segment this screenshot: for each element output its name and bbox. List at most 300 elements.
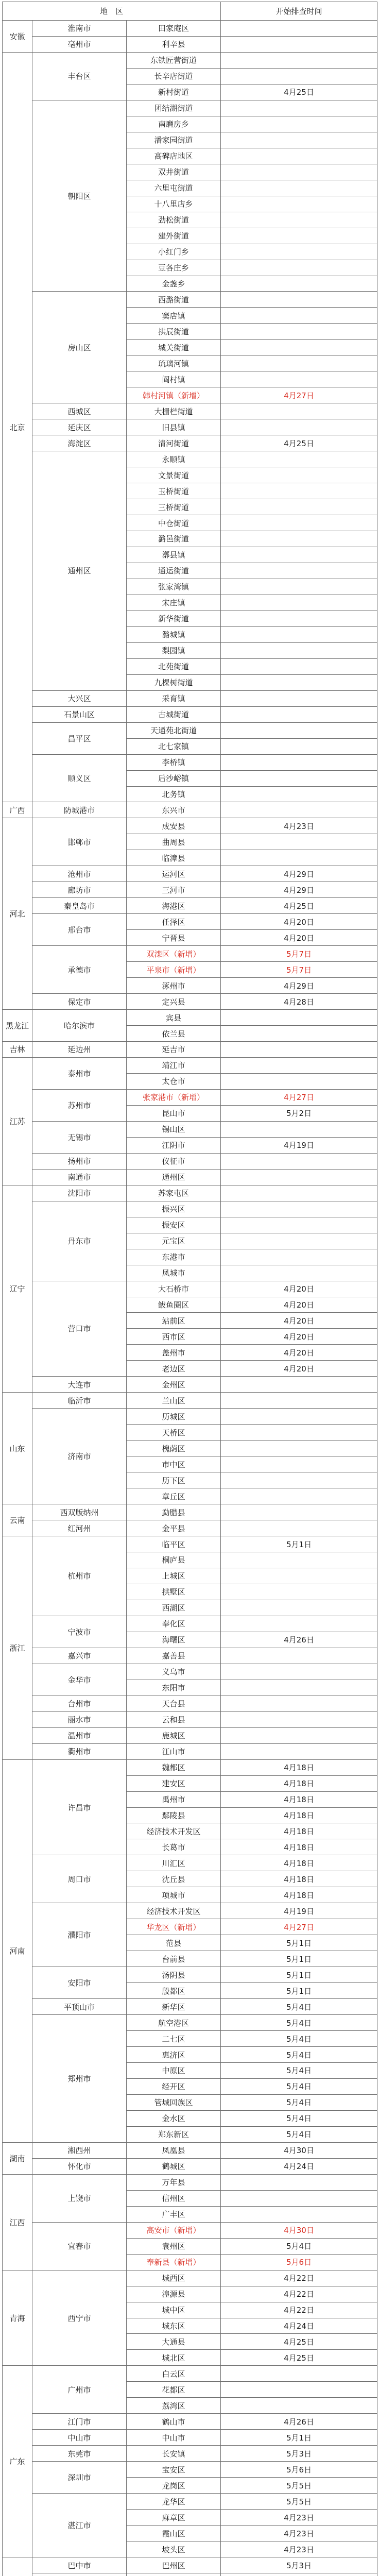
district-cell: 靖江市 <box>127 1057 221 1073</box>
district-cell: 天通苑北街道 <box>127 722 221 738</box>
start-date-cell <box>221 786 377 802</box>
district-cell: 项城市 <box>127 1887 221 1903</box>
table-row <box>3 1696 377 1711</box>
city-cell: 朝阳区 <box>32 100 127 292</box>
district-cell: 大通县 <box>127 2334 221 2350</box>
district-cell: 大石桥市 <box>127 1281 221 1297</box>
city-cell: 扬州市 <box>32 1153 127 1169</box>
table-row <box>3 2015 377 2031</box>
district-cell: 巴州区 <box>127 2557 221 2573</box>
city-cell: 廊坊市 <box>32 882 127 898</box>
district-cell: 劲松街道 <box>127 212 221 228</box>
district-cell: 东阳市 <box>127 1680 221 1696</box>
district-cell: 金盏乡 <box>127 276 221 292</box>
district-cell: 站前区 <box>127 1313 221 1329</box>
district-cell: 海港区 <box>127 898 221 914</box>
district-cell: 天桥区 <box>127 1425 221 1440</box>
district-cell: 小红门乡 <box>127 244 221 260</box>
start-date-cell <box>221 21 377 37</box>
header-region: 地 区 <box>3 2 221 21</box>
city-cell: 延边州 <box>32 1042 127 1058</box>
province-cell: 青海 <box>3 2270 32 2366</box>
district-cell: 平泉市（新增） <box>127 962 221 978</box>
district-cell: 窦店镇 <box>127 308 221 324</box>
city-cell: 沈阳市 <box>32 1185 127 1201</box>
district-cell: 信州区 <box>127 2190 221 2206</box>
city-cell: 通州区 <box>32 451 127 691</box>
province-cell: 河北 <box>3 818 32 1010</box>
city-cell: 深圳市 <box>32 2462 127 2494</box>
start-date-cell: 5月3日 <box>221 2446 377 2462</box>
table-row <box>3 690 377 706</box>
district-cell: 桐庐县 <box>127 1552 221 1568</box>
table-row <box>3 2557 377 2573</box>
district-cell: 李桥镇 <box>127 754 221 770</box>
district-cell: 延吉市 <box>127 1042 221 1058</box>
start-date-cell <box>221 419 377 435</box>
district-cell: 上城区 <box>127 1568 221 1584</box>
table-row <box>3 898 377 914</box>
city-cell: 邢台市 <box>32 914 127 946</box>
table-row <box>3 1057 377 1073</box>
city-cell: 西宁市 <box>32 2270 127 2366</box>
district-cell: 永顺镇 <box>127 451 221 467</box>
city-cell: 温州市 <box>32 1727 127 1743</box>
city-cell: 淮南市 <box>32 21 127 37</box>
start-date-cell <box>221 642 377 658</box>
district-cell: 长葛市 <box>127 1839 221 1855</box>
city-cell: 衢州市 <box>32 1743 127 1759</box>
table-row <box>3 946 377 962</box>
start-date-cell: 4月20日 <box>221 930 377 946</box>
start-date-cell <box>221 1121 377 1137</box>
start-date-cell <box>221 1265 377 1281</box>
start-date-cell: 4月18日 <box>221 1871 377 1887</box>
district-cell: 鹤城区 <box>127 2158 221 2174</box>
city-cell: 中山市 <box>32 2430 127 2446</box>
start-date-cell <box>221 1010 377 1026</box>
table-body <box>3 21 377 2576</box>
district-cell: 采育镇 <box>127 690 221 706</box>
start-date-cell <box>221 1233 377 1249</box>
district-cell: 城东区 <box>127 2318 221 2334</box>
district-cell: 经济技术开发区 <box>127 1823 221 1839</box>
start-date-cell: 4月18日 <box>221 1887 377 1903</box>
city-cell: 巴中市 <box>32 2557 127 2573</box>
city-cell: 杭州市 <box>32 1536 127 1616</box>
district-cell: 成安县 <box>127 818 221 834</box>
start-date-cell: 5月2日 <box>221 1105 377 1121</box>
start-date-cell: 5月6日 <box>221 2462 377 2478</box>
district-cell: 奉新县（新增） <box>127 2254 221 2270</box>
table-row <box>3 1121 377 1137</box>
table-row <box>3 1185 377 1201</box>
start-date-cell <box>221 1743 377 1759</box>
district-cell: 梨园镇 <box>127 642 221 658</box>
district-cell: 西市区 <box>127 1329 221 1345</box>
start-date-cell <box>221 1425 377 1440</box>
district-cell: 经开区 <box>127 2078 221 2094</box>
start-date-cell <box>221 2366 377 2382</box>
city-cell: 昌平区 <box>32 722 127 754</box>
city-cell: 广州市 <box>32 2366 127 2414</box>
table-row <box>3 1711 377 1727</box>
start-date-cell: 5月7日 <box>221 946 377 962</box>
district-cell: 花都区 <box>127 2382 221 2398</box>
table-row <box>3 722 377 738</box>
start-date-cell <box>221 164 377 180</box>
district-cell: 广丰区 <box>127 2206 221 2222</box>
city-cell: 秦皇岛市 <box>32 898 127 914</box>
start-date-cell <box>221 340 377 355</box>
district-cell: 临漳县 <box>127 850 221 866</box>
start-date-cell <box>221 1711 377 1727</box>
district-cell: 利辛县 <box>127 36 221 52</box>
start-date-cell <box>221 834 377 850</box>
city-cell: 许昌市 <box>32 1759 127 1855</box>
district-cell: 城中区 <box>127 2302 221 2318</box>
district-cell: 嘉善县 <box>127 1648 221 1664</box>
table-row <box>3 1536 377 1552</box>
district-cell: 城关街道 <box>127 340 221 355</box>
district-cell: 新华区 <box>127 1999 221 2015</box>
start-date-cell <box>221 1185 377 1201</box>
start-date-cell <box>221 1616 377 1632</box>
start-date-cell: 5月5日 <box>221 2494 377 2510</box>
table-row <box>3 1967 377 1983</box>
district-cell: 龙岗区 <box>127 2478 221 2494</box>
start-date-cell: 4月19日 <box>221 1137 377 1153</box>
table-row <box>3 2446 377 2462</box>
table-row <box>3 1409 377 1425</box>
start-date-cell <box>221 690 377 706</box>
district-cell: 汤阴县 <box>127 1967 221 1983</box>
start-date-cell <box>221 2398 377 2414</box>
district-cell: 麻章区 <box>127 2510 221 2526</box>
table-row <box>3 21 377 37</box>
table-row <box>3 2174 377 2190</box>
table-row <box>3 1727 377 1743</box>
start-date-cell: 5月4日 <box>221 1999 377 2015</box>
start-date-cell <box>221 1440 377 1456</box>
start-date-cell: 5月4日 <box>221 2047 377 2063</box>
province-cell: 江西 <box>3 2174 32 2270</box>
city-cell <box>32 2573 127 2576</box>
city-cell: 安阳市 <box>32 1967 127 1999</box>
table-row <box>3 1648 377 1664</box>
table-row <box>3 1616 377 1632</box>
start-date-cell <box>221 1552 377 1568</box>
district-cell: 禹州市 <box>127 1791 221 1807</box>
start-date-cell <box>221 1568 377 1584</box>
start-date-cell: 4月22日 <box>221 2302 377 2318</box>
district-cell: 漷县镇 <box>127 547 221 563</box>
start-date-cell <box>221 1409 377 1425</box>
start-date-cell: 5月4日 <box>221 2238 377 2254</box>
district-cell: 城北区 <box>127 2350 221 2366</box>
start-date-cell <box>221 2382 377 2398</box>
start-date-cell: 4月27日 <box>221 1089 377 1105</box>
city-cell: 金华市 <box>32 1664 127 1696</box>
district-cell: 十八里店乡 <box>127 196 221 212</box>
table-row <box>3 1999 377 2015</box>
start-date-cell: 4月25日 <box>221 435 377 451</box>
start-date-cell <box>221 244 377 260</box>
district-cell: 张家港市（新增） <box>127 1089 221 1105</box>
start-date-cell <box>221 1393 377 1409</box>
district-cell: 东兴市 <box>127 802 221 818</box>
start-date-cell <box>221 212 377 228</box>
district-cell: 金水区 <box>127 2110 221 2126</box>
district-cell: 章丘区 <box>127 1488 221 1504</box>
start-date-cell <box>221 1153 377 1169</box>
table-row <box>3 2414 377 2430</box>
start-date-cell: 5月1日 <box>221 2430 377 2446</box>
start-date-cell <box>221 132 377 148</box>
district-cell: 锡山区 <box>127 1121 221 1137</box>
city-cell: 哈尔滨市 <box>32 1010 127 1042</box>
table-row <box>3 2222 377 2238</box>
start-date-cell: 5月4日 <box>221 2063 377 2079</box>
district-cell: 市中区 <box>127 1456 221 1472</box>
district-cell: 范县 <box>127 1935 221 1951</box>
start-date-cell: 4月23日 <box>221 2526 377 2541</box>
city-cell: 西城区 <box>32 403 127 419</box>
table-row <box>3 1153 377 1169</box>
table-row <box>3 1281 377 1297</box>
district-cell: 南磨房乡 <box>127 116 221 132</box>
start-date-cell <box>221 1600 377 1616</box>
district-cell: 临平区 <box>127 1536 221 1552</box>
district-cell: 仪征市 <box>127 1153 221 1169</box>
district-cell: 旧县镇 <box>127 419 221 435</box>
start-date-cell: 4月25日 <box>221 84 377 100</box>
start-date-cell: 4月20日 <box>221 1281 377 1297</box>
city-cell: 江门市 <box>32 2414 127 2430</box>
start-date-cell <box>221 1456 377 1472</box>
start-date-cell: 4月18日 <box>221 1807 377 1823</box>
city-cell: 石景山区 <box>32 706 127 722</box>
start-date-cell: 4月23日 <box>221 818 377 834</box>
city-cell: 东莞市 <box>32 2446 127 2462</box>
table-row <box>3 52 377 68</box>
table-row <box>3 1664 377 1680</box>
district-cell: 新华街道 <box>127 611 221 626</box>
district-cell: 东铁匠营街道 <box>127 52 221 68</box>
start-date-cell <box>221 371 377 387</box>
start-date-cell <box>221 1042 377 1058</box>
start-date-cell <box>221 355 377 371</box>
district-cell: 经济技术开发区 <box>127 1903 221 1919</box>
city-cell: 无锡市 <box>32 1121 127 1153</box>
table-row <box>3 2142 377 2158</box>
table-row <box>3 882 377 898</box>
district-cell: 涿州市 <box>127 978 221 994</box>
start-date-cell: 4月18日 <box>221 1823 377 1839</box>
district-cell: 台前县 <box>127 1951 221 1967</box>
start-date-cell <box>221 1377 377 1393</box>
city-cell: 南通市 <box>32 1169 127 1185</box>
district-cell: 坡头区 <box>127 2541 221 2557</box>
city-cell: 丹东市 <box>32 1201 127 1281</box>
district-cell: 六里屯街道 <box>127 180 221 196</box>
table-row <box>3 2573 377 2576</box>
start-date-cell <box>221 595 377 611</box>
district-cell: 万年县 <box>127 2174 221 2190</box>
district-cell: 琉璃河镇 <box>127 355 221 371</box>
start-date-cell <box>221 754 377 770</box>
start-date-cell <box>221 1472 377 1488</box>
table-row <box>3 706 377 722</box>
district-cell: 东港市 <box>127 1249 221 1265</box>
city-cell: 房山区 <box>32 292 127 403</box>
table-row <box>3 292 377 308</box>
province-cell: 河南 <box>3 1759 32 2142</box>
table-row <box>3 818 377 834</box>
district-cell: 江阴市 <box>127 1137 221 1153</box>
start-date-cell <box>221 1073 377 1089</box>
table-row <box>3 1759 377 1775</box>
start-date-cell <box>221 1057 377 1073</box>
district-cell: 龙华区 <box>127 2494 221 2510</box>
start-date-cell <box>221 499 377 515</box>
start-date-cell <box>221 1696 377 1711</box>
start-date-cell: 4月27日 <box>221 387 377 403</box>
city-cell: 丽水市 <box>32 1711 127 1727</box>
start-date-cell: 5月4日 <box>221 2126 377 2142</box>
district-cell: 鹿城区 <box>127 1727 221 1743</box>
city-cell: 邯郸市 <box>32 818 127 866</box>
district-cell: 北务镇 <box>127 786 221 802</box>
start-date-cell: 4月20日 <box>221 1329 377 1345</box>
district-cell: 湟源县 <box>127 2286 221 2302</box>
start-date-cell <box>221 611 377 626</box>
start-date-cell: 4月18日 <box>221 1791 377 1807</box>
start-date-cell: 4月20日 <box>221 1345 377 1361</box>
district-cell: 义乌市 <box>127 1664 221 1680</box>
district-cell: 金州区 <box>127 1377 221 1393</box>
table-row <box>3 1903 377 1919</box>
start-date-cell: 5月4日 <box>221 2094 377 2110</box>
district-cell: 通运街道 <box>127 563 221 579</box>
start-date-cell <box>221 658 377 674</box>
start-date-cell <box>221 547 377 563</box>
city-cell: 湛江市 <box>32 2494 127 2557</box>
start-date-cell <box>221 324 377 340</box>
table-row <box>3 1393 377 1409</box>
start-date-cell <box>221 116 377 132</box>
district-cell: 川汇区 <box>127 1855 221 1871</box>
province-cell <box>3 2557 32 2576</box>
district-cell <box>127 2573 221 2576</box>
district-cell: 中原区 <box>127 2063 221 2079</box>
start-date-cell: 4月25日 <box>221 898 377 914</box>
start-date-cell <box>221 1026 377 1042</box>
district-cell: 昆山市 <box>127 1105 221 1121</box>
city-cell: 济南市 <box>32 1409 127 1504</box>
table-row <box>3 1042 377 1058</box>
start-date-cell <box>221 722 377 738</box>
district-cell: 盖州市 <box>127 1345 221 1361</box>
city-cell: 怀化市 <box>32 2158 127 2174</box>
district-cell: 依兰县 <box>127 1026 221 1042</box>
start-date-cell: 5月1日 <box>221 1951 377 1967</box>
district-cell: 文景街道 <box>127 467 221 483</box>
district-cell: 太仓市 <box>127 1073 221 1089</box>
table-row <box>3 435 377 451</box>
start-date-cell <box>221 626 377 642</box>
city-cell: 苏州市 <box>32 1089 127 1121</box>
district-cell: 新村街道 <box>127 84 221 100</box>
start-date-cell: 4月20日 <box>221 1297 377 1313</box>
city-cell: 宜春市 <box>32 2222 127 2270</box>
start-date-cell: 4月29日 <box>221 978 377 994</box>
table-row <box>3 1743 377 1759</box>
district-cell: 海曙区 <box>127 1632 221 1648</box>
district-cell: 通州区 <box>127 1169 221 1185</box>
start-date-cell: 4月30日 <box>221 2142 377 2158</box>
district-cell: 奉化区 <box>127 1616 221 1632</box>
district-cell: 凤城市 <box>127 1265 221 1281</box>
district-cell: 三河市 <box>127 882 221 898</box>
start-date-cell: 5月1日 <box>221 1536 377 1552</box>
start-date-cell: 4月20日 <box>221 914 377 930</box>
district-cell: 凤凰县 <box>127 2142 221 2158</box>
district-cell: 城西区 <box>127 2270 221 2286</box>
table-row <box>3 1520 377 1536</box>
table-row <box>3 100 377 116</box>
start-date-cell <box>221 2174 377 2190</box>
district-cell: 大栅栏街道 <box>127 403 221 419</box>
district-cell: 北苑街道 <box>127 658 221 674</box>
district-cell: 拱墅区 <box>127 1584 221 1600</box>
district-cell: 韩村河镇（新增） <box>127 387 221 403</box>
start-date-cell <box>221 260 377 276</box>
start-date-cell <box>221 802 377 818</box>
district-cell: 潞邑街道 <box>127 531 221 547</box>
table-row <box>3 36 377 52</box>
city-cell: 宁波市 <box>32 1616 127 1648</box>
district-cell: 老边区 <box>127 1361 221 1377</box>
start-date-cell: 5月7日 <box>221 962 377 978</box>
start-date-cell: 4月25日 <box>221 2350 377 2366</box>
province-cell: 浙江 <box>3 1536 32 1760</box>
city-cell: 泰州市 <box>32 1057 127 1089</box>
table-row <box>3 802 377 818</box>
start-date-cell <box>221 68 377 84</box>
district-cell: 九棵树街道 <box>127 674 221 690</box>
city-cell: 嘉兴市 <box>32 1648 127 1664</box>
city-cell: 周口市 <box>32 1855 127 1903</box>
table-row <box>3 2430 377 2446</box>
district-cell: 兰山区 <box>127 1393 221 1409</box>
start-date-cell: 5月1日 <box>221 1967 377 1983</box>
city-cell: 西双版纳州 <box>32 1504 127 1520</box>
province-cell: 安徽 <box>3 21 32 53</box>
start-date-cell: 5月1日 <box>221 1935 377 1951</box>
city-cell: 上饶市 <box>32 2174 127 2222</box>
table-row <box>3 1201 377 1217</box>
district-cell: 宁晋县 <box>127 930 221 946</box>
start-date-cell: 4月22日 <box>221 2270 377 2286</box>
start-date-cell <box>221 1488 377 1504</box>
start-date-cell <box>221 2573 377 2576</box>
district-cell: 勐腊县 <box>127 1504 221 1520</box>
district-cell: 阎村镇 <box>127 371 221 387</box>
start-date-cell: 4月20日 <box>221 1313 377 1329</box>
district-cell: 沈丘县 <box>127 1871 221 1887</box>
province-cell: 吉林 <box>3 1042 32 1058</box>
